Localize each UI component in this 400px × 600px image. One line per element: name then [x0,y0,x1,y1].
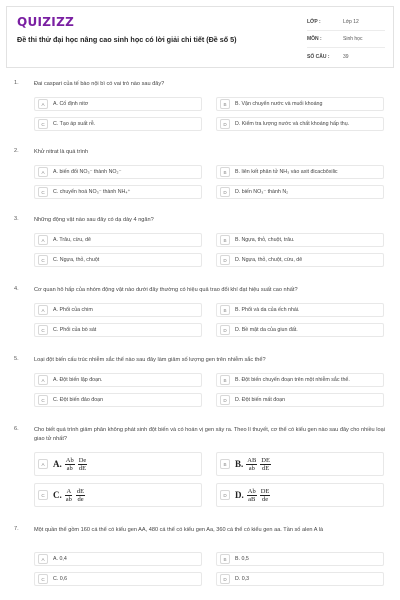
meta-value: Sinh học [343,36,363,42]
answer-option-c[interactable] [34,393,202,407]
answer-option-b[interactable] [216,373,384,387]
option-text: B. Phổi và da của ếch nhái. [235,307,300,313]
answer-option-c[interactable] [34,323,202,337]
fraction-numerator: dE [76,487,85,495]
meta-row-subject [307,31,385,48]
option-letter-box: A [38,99,48,109]
option-text: D. Bề mặt da của giun đất. [235,327,298,333]
option-text: B. Vận chuyển nước và muối khoáng [235,101,323,107]
option-letter-box: A [38,554,48,564]
answer-option-a[interactable] [34,552,202,566]
fraction-denominator: aB [248,495,256,503]
genotype-fraction [260,488,271,503]
formula-letter: B. [235,459,244,469]
answer-option-c[interactable] [34,483,202,507]
answer-option-c[interactable] [34,253,202,267]
option-letter-box: B [220,167,230,177]
option-letter-box: B [220,235,230,245]
answer-option-b[interactable] [216,452,384,476]
option-letter-box: C [38,490,48,500]
genotype-fraction [247,488,257,503]
question-number: 7. [14,526,19,532]
option-letter-box: A [38,375,48,385]
option-letter-box: C [38,119,48,129]
option-letter-box: D [220,325,230,335]
option-letter-box: D [220,187,230,197]
question-text: Cơ quan hô hấp của nhóm động vật nào dưới đây thường có hiệu quả trao đổi khí đạt hiệu suất cao nhất? [34,287,298,293]
option-text: B. 0,5 [235,556,249,562]
option-letter-box: B [220,305,230,315]
question-number: 5. [14,356,19,362]
genotype-formula [235,457,274,472]
answer-option-d[interactable] [216,572,384,586]
fraction-numerator: AB [247,456,257,464]
genotype-formula [53,488,88,503]
page-title: Đề thi thử đại học nâng cao sinh học có lời giải chi tiết (Đề số 5) [17,35,237,44]
fraction-denominator: ab [248,464,255,472]
question-number: 6. [14,426,19,432]
question-number: 3. [14,216,19,222]
option-text: C. chuyển hoá NO₃⁻ thành NH₄⁺ [53,189,131,195]
option-text: D. Đột biến mất đoạn [235,397,286,403]
genotype-fraction [65,457,75,472]
answer-option-b[interactable] [216,552,384,566]
option-letter-box: C [38,255,48,265]
fraction-numerator: De [78,456,87,464]
fraction-denominator: dE [262,464,270,472]
option-letter-box: B [220,554,230,564]
option-text: A. Trâu, cừu, dê [53,237,91,243]
fraction-numerator: A [66,487,72,495]
option-letter-box: B [220,459,230,469]
meta-row-class [307,14,385,31]
question-text: Loại đột biến cấu trúc nhiễm sắc thể nào sau đây làm giảm số lượng gen trên nhiễm sắc thể? [34,357,266,363]
fraction-numerator: Ab [247,487,256,495]
formula-letter: C. [53,490,62,500]
fraction-denominator: de [261,495,269,503]
question-number: 4. [14,286,19,292]
fraction-denominator: de [77,495,84,503]
option-text: B. liên kết phân tử NH₃ vào axit đicacbôxilic [235,169,338,175]
option-text: D. Kiểm tra lượng nước và chất khoáng hấp thụ. [235,121,350,127]
answer-option-d[interactable] [216,483,384,507]
genotype-fraction [246,457,257,472]
fraction-denominator: dE [78,464,87,472]
question-text: Cho biết quá trình giảm phân không phát sinh đột biến và có hoán vị gen xảy ra. Theo lí thuyết, cơ thể có kiểu gen nào sau đây cho nhiều loại giao tử nhất? [34,427,385,442]
answer-option-c[interactable] [34,185,202,199]
option-text: A. biến đổi NO₃⁻ thành NO₂⁻ [53,169,122,175]
genotype-fraction [65,488,73,503]
option-text: D. 0,3 [235,576,250,582]
answer-option-a[interactable] [34,452,202,476]
option-letter-box: D [220,574,230,584]
answer-option-a[interactable] [34,303,202,317]
answer-option-a[interactable] [34,373,202,387]
fraction-numerator: Ab [65,456,74,464]
answer-option-a[interactable] [34,97,202,111]
genotype-fraction [78,457,88,472]
option-letter-box: D [220,255,230,265]
option-letter-box: A [38,235,48,245]
answer-option-a[interactable] [34,165,202,179]
option-text: B. Đột biến chuyển đoạn trên một nhiễm sắc thể. [235,377,350,383]
question-text: Những động vật nào sau đây có dạ dày 4 ngăn? [34,217,154,223]
answer-option-b[interactable] [216,165,384,179]
option-text: C. Tạo áp suất rễ. [53,121,96,127]
answer-option-d[interactable] [216,117,384,131]
fraction-numerator: DE [260,487,270,495]
option-letter-box: A [38,459,48,469]
option-letter-box: A [38,167,48,177]
option-text: D. Ngựa, thỏ, chuột, cừu, dê [235,257,303,263]
option-letter-box: D [220,119,230,129]
option-letter-box: D [220,395,230,405]
answer-option-a[interactable] [34,233,202,247]
option-letter-box: A [38,305,48,315]
meta-row-count [307,48,385,65]
option-text: C. 0,6 [53,576,68,582]
option-text: D. biến NO₃⁻ thành N₂ [235,189,289,195]
answer-option-c[interactable] [34,572,202,586]
option-text: A. 0,4 [53,556,67,562]
meta-label: MÔN : [307,36,322,42]
question-text: Một quần thể gồm 160 cá thể có kiểu gen AA, 480 cá thể có kiểu gen Aa, 360 cá thể có kiểu gen aa. Tần số alen A là [34,527,324,533]
answer-option-d[interactable] [216,323,384,337]
option-text: A. Đột biến lặp đoạn. [53,377,103,383]
option-letter-box: D [220,490,230,500]
fraction-denominator: ab [66,464,73,472]
quizizz-logo: QUIZIZZ [17,15,75,29]
option-letter-box: C [38,325,48,335]
option-letter-box: C [38,395,48,405]
answer-option-d[interactable] [216,253,384,267]
option-text: A. Phổi của chim [53,307,93,313]
fraction-numerator: DE [261,456,270,464]
meta-label: LỚP : [307,19,321,25]
option-text: C. Đột biến đảo đoạn [53,397,104,403]
option-text: C. Phổi của bò sát [53,327,97,333]
worksheet-header [6,6,394,68]
option-text: B. Ngựa, thỏ, chuột, trâu. [235,237,295,243]
question-text: Khử nitrat là quá trình [34,149,89,155]
question-number: 2. [14,148,19,154]
meta-label: SỐ CÂU : [307,53,330,60]
option-text: A. Cố định nitơ [53,101,89,107]
meta-value: 39 [343,53,349,60]
meta-table [307,14,385,65]
question-number: 1. [14,80,19,86]
option-letter-box: C [38,574,48,584]
fraction-denominator: ab [65,495,72,503]
formula-letter: A. [53,459,62,469]
question-text: Đai caspari của tế bào nội bì có vai trò nào sau đây? [34,81,165,87]
answer-option-c[interactable] [34,117,202,131]
formula-letter: D. [235,490,244,500]
option-letter-box: B [220,375,230,385]
option-text: C. Ngựa, thỏ, chuột [53,257,100,263]
answer-option-d[interactable] [216,393,384,407]
option-letter-box: B [220,99,230,109]
genotype-formula [235,488,273,503]
answer-option-b[interactable] [216,233,384,247]
answer-option-b[interactable] [216,97,384,111]
option-letter-box: C [38,187,48,197]
genotype-fraction [76,488,85,503]
answer-option-d[interactable] [216,185,384,199]
genotype-formula [53,457,90,472]
meta-value: Lớp 12 [343,19,359,25]
answer-option-b[interactable] [216,303,384,317]
genotype-fraction [260,457,271,472]
